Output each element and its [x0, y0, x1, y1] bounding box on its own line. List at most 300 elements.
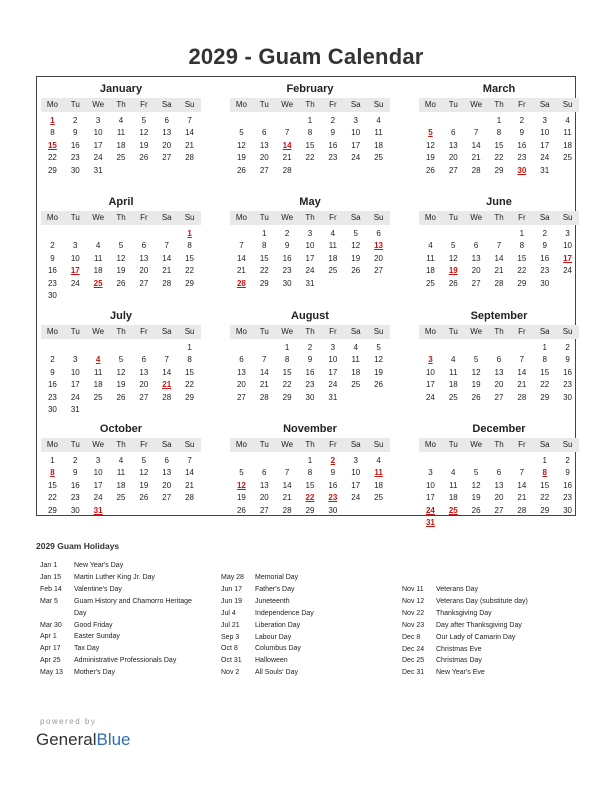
- day-cell[interactable]: 20: [494, 380, 504, 390]
- day-cell[interactable]: 19: [139, 480, 149, 490]
- day-cell[interactable]: 26: [116, 392, 126, 402]
- day-cell[interactable]: 23: [563, 380, 573, 390]
- day-cell[interactable]: 14: [236, 253, 246, 263]
- day-cell[interactable]: 17: [351, 480, 361, 490]
- day-cell[interactable]: 8: [307, 128, 313, 138]
- day-cell[interactable]: 21: [185, 480, 195, 490]
- day-cell[interactable]: 26: [471, 392, 481, 402]
- day-cell[interactable]: 9: [330, 468, 336, 478]
- day-cell[interactable]: 15: [185, 253, 195, 263]
- day-cell[interactable]: 18: [374, 140, 384, 150]
- day-cell[interactable]: 30: [70, 165, 80, 175]
- day-cell[interactable]: 25: [116, 153, 126, 163]
- holiday-day-cell[interactable]: 30: [517, 165, 527, 175]
- day-cell[interactable]: 11: [351, 355, 360, 365]
- day-cell[interactable]: 8: [519, 241, 525, 251]
- day-cell[interactable]: 23: [540, 266, 550, 276]
- day-cell[interactable]: 30: [70, 505, 80, 515]
- holiday-day-cell[interactable]: 2: [330, 456, 336, 465]
- day-cell[interactable]: 30: [540, 278, 550, 288]
- day-cell[interactable]: 22: [47, 493, 57, 503]
- day-cell[interactable]: 18: [351, 367, 361, 377]
- day-cell[interactable]: 14: [517, 480, 527, 490]
- day-cell[interactable]: 13: [139, 253, 149, 263]
- day-cell[interactable]: 9: [73, 128, 78, 138]
- day-cell[interactable]: 20: [162, 140, 172, 150]
- day-cell[interactable]: 19: [471, 493, 481, 503]
- day-cell[interactable]: 26: [116, 278, 126, 288]
- day-cell[interactable]: 17: [328, 367, 338, 377]
- day-cell[interactable]: 28: [471, 165, 481, 175]
- day-cell[interactable]: 28: [162, 392, 172, 402]
- day-cell[interactable]: 25: [425, 278, 435, 288]
- day-cell[interactable]: 22: [540, 493, 550, 503]
- day-cell[interactable]: 4: [451, 468, 456, 478]
- day-cell[interactable]: 27: [236, 392, 246, 402]
- holiday-day-cell[interactable]: 14: [282, 140, 292, 150]
- day-cell[interactable]: 22: [47, 153, 57, 163]
- holiday-day-cell[interactable]: 13: [374, 241, 384, 251]
- day-cell[interactable]: 1: [307, 116, 313, 125]
- day-cell[interactable]: 18: [116, 480, 126, 490]
- day-cell[interactable]: 27: [139, 278, 149, 288]
- day-cell[interactable]: 6: [164, 116, 169, 125]
- day-cell[interactable]: 8: [284, 355, 290, 365]
- day-cell[interactable]: 23: [282, 266, 292, 276]
- day-cell[interactable]: 11: [563, 128, 572, 138]
- day-cell[interactable]: 19: [236, 493, 246, 503]
- day-cell[interactable]: 2: [565, 343, 570, 352]
- day-cell[interactable]: 29: [47, 165, 57, 175]
- day-cell[interactable]: 21: [162, 266, 172, 276]
- holiday-day-cell[interactable]: 1: [50, 116, 55, 125]
- day-cell[interactable]: 30: [47, 404, 57, 414]
- day-cell[interactable]: 23: [305, 380, 315, 390]
- holiday-day-cell[interactable]: 8: [542, 468, 547, 478]
- holiday-day-cell[interactable]: 24: [425, 505, 435, 515]
- day-cell[interactable]: 27: [494, 392, 504, 402]
- day-cell[interactable]: 15: [517, 253, 527, 263]
- day-cell[interactable]: 15: [185, 367, 195, 377]
- day-cell[interactable]: 4: [95, 241, 101, 251]
- day-cell[interactable]: 9: [565, 468, 570, 478]
- day-cell[interactable]: 12: [116, 367, 126, 377]
- day-cell[interactable]: 12: [471, 480, 481, 490]
- day-cell[interactable]: 3: [330, 343, 336, 352]
- day-cell[interactable]: 15: [47, 480, 57, 490]
- day-cell[interactable]: 11: [93, 367, 103, 377]
- day-cell[interactable]: 31: [328, 392, 338, 402]
- day-cell[interactable]: 24: [93, 153, 103, 163]
- day-cell[interactable]: 7: [284, 468, 290, 478]
- day-cell[interactable]: 6: [239, 355, 244, 365]
- day-cell[interactable]: 31: [305, 278, 315, 288]
- day-cell[interactable]: 22: [282, 380, 292, 390]
- day-cell[interactable]: 14: [185, 128, 195, 138]
- holiday-day-cell[interactable]: 11: [374, 468, 383, 478]
- day-cell[interactable]: 18: [93, 266, 103, 276]
- day-cell[interactable]: 11: [449, 480, 458, 490]
- day-cell[interactable]: 5: [473, 355, 479, 365]
- day-cell[interactable]: 28: [259, 392, 269, 402]
- day-cell[interactable]: 8: [262, 241, 267, 251]
- day-cell[interactable]: 26: [236, 505, 246, 515]
- day-cell[interactable]: 13: [448, 140, 458, 150]
- day-cell[interactable]: 17: [93, 480, 103, 490]
- day-cell[interactable]: 5: [239, 468, 244, 478]
- day-cell[interactable]: 10: [305, 241, 315, 251]
- day-cell[interactable]: 6: [262, 468, 267, 478]
- day-cell[interactable]: 10: [93, 128, 103, 138]
- day-cell[interactable]: 4: [118, 116, 124, 125]
- day-cell[interactable]: 4: [118, 456, 124, 465]
- day-cell[interactable]: 5: [451, 241, 456, 251]
- day-cell[interactable]: 7: [164, 355, 169, 365]
- day-cell[interactable]: 22: [494, 153, 504, 163]
- day-cell[interactable]: 9: [519, 128, 525, 138]
- day-cell[interactable]: 7: [187, 116, 192, 125]
- day-cell[interactable]: 24: [70, 392, 80, 402]
- day-cell[interactable]: 2: [565, 456, 570, 465]
- day-cell[interactable]: 9: [73, 468, 78, 478]
- day-cell[interactable]: 5: [141, 456, 147, 465]
- day-cell[interactable]: 21: [236, 266, 246, 276]
- day-cell[interactable]: 13: [139, 367, 149, 377]
- day-cell[interactable]: 29: [540, 505, 550, 515]
- day-cell[interactable]: 1: [542, 343, 547, 352]
- day-cell[interactable]: 17: [425, 493, 435, 503]
- day-cell[interactable]: 15: [259, 253, 269, 263]
- day-cell[interactable]: 12: [139, 128, 149, 138]
- day-cell[interactable]: 15: [494, 140, 504, 150]
- day-cell[interactable]: 13: [162, 468, 172, 478]
- day-cell[interactable]: 23: [563, 493, 573, 503]
- day-cell[interactable]: 2: [519, 116, 525, 125]
- day-cell[interactable]: 4: [330, 229, 336, 238]
- day-cell[interactable]: 19: [374, 367, 384, 377]
- day-cell[interactable]: 30: [282, 278, 292, 288]
- day-cell[interactable]: 17: [305, 253, 315, 263]
- day-cell[interactable]: 1: [496, 116, 502, 125]
- day-cell[interactable]: 22: [540, 380, 550, 390]
- holiday-day-cell[interactable]: 17: [70, 266, 80, 276]
- day-cell[interactable]: 6: [451, 128, 456, 138]
- day-cell[interactable]: 13: [494, 480, 504, 490]
- day-cell[interactable]: 10: [351, 468, 361, 478]
- day-cell[interactable]: 6: [141, 355, 147, 365]
- day-cell[interactable]: 18: [448, 493, 458, 503]
- day-cell[interactable]: 4: [353, 343, 358, 352]
- day-cell[interactable]: 4: [376, 116, 381, 125]
- day-cell[interactable]: 26: [139, 153, 149, 163]
- day-cell[interactable]: 23: [47, 392, 57, 402]
- day-cell[interactable]: 19: [116, 380, 126, 390]
- day-cell[interactable]: 24: [328, 380, 338, 390]
- holiday-day-cell[interactable]: 25: [448, 505, 458, 515]
- day-cell[interactable]: 20: [162, 480, 172, 490]
- day-cell[interactable]: 3: [73, 355, 78, 365]
- day-cell[interactable]: 13: [494, 367, 504, 377]
- day-cell[interactable]: 9: [50, 253, 55, 263]
- day-cell[interactable]: 18: [374, 480, 384, 490]
- day-cell[interactable]: 20: [139, 380, 149, 390]
- day-cell[interactable]: 7: [519, 355, 525, 365]
- day-cell[interactable]: 27: [259, 505, 269, 515]
- day-cell[interactable]: 6: [473, 241, 479, 251]
- day-cell[interactable]: 26: [471, 505, 481, 515]
- day-cell[interactable]: 30: [328, 505, 338, 515]
- day-cell[interactable]: 9: [565, 355, 570, 365]
- day-cell[interactable]: 28: [185, 493, 195, 503]
- day-cell[interactable]: 27: [162, 153, 172, 163]
- day-cell[interactable]: 14: [259, 367, 269, 377]
- day-cell[interactable]: 9: [50, 367, 55, 377]
- day-cell[interactable]: 22: [185, 266, 195, 276]
- day-cell[interactable]: 28: [517, 392, 527, 402]
- day-cell[interactable]: 28: [185, 153, 195, 163]
- holiday-day-cell[interactable]: 23: [328, 493, 338, 503]
- day-cell[interactable]: 28: [282, 165, 292, 175]
- day-cell[interactable]: 15: [282, 367, 292, 377]
- day-cell[interactable]: 5: [118, 241, 124, 251]
- day-cell[interactable]: 29: [185, 392, 195, 402]
- day-cell[interactable]: 25: [116, 493, 126, 503]
- day-cell[interactable]: 3: [307, 229, 313, 238]
- day-cell[interactable]: 16: [47, 266, 57, 276]
- day-cell[interactable]: 25: [374, 153, 384, 163]
- day-cell[interactable]: 29: [185, 278, 195, 288]
- day-cell[interactable]: 21: [517, 493, 527, 503]
- day-cell[interactable]: 2: [73, 456, 78, 465]
- day-cell[interactable]: 21: [282, 153, 292, 163]
- day-cell[interactable]: 3: [542, 116, 547, 125]
- day-cell[interactable]: 11: [116, 128, 126, 138]
- holiday-day-cell[interactable]: 31: [425, 517, 435, 527]
- day-cell[interactable]: 29: [517, 278, 527, 288]
- day-cell[interactable]: 14: [471, 140, 481, 150]
- holiday-day-cell[interactable]: 31: [93, 505, 103, 515]
- day-cell[interactable]: 2: [73, 116, 78, 125]
- day-cell[interactable]: 21: [185, 140, 195, 150]
- day-cell[interactable]: 1: [187, 343, 192, 352]
- day-cell[interactable]: 17: [425, 380, 435, 390]
- day-cell[interactable]: 19: [425, 153, 435, 163]
- day-cell[interactable]: 1: [307, 456, 313, 465]
- day-cell[interactable]: 30: [47, 290, 57, 300]
- day-cell[interactable]: 17: [351, 140, 361, 150]
- day-cell[interactable]: 3: [95, 116, 101, 125]
- day-cell[interactable]: 6: [376, 229, 381, 238]
- holiday-day-cell[interactable]: 5: [428, 128, 433, 138]
- day-cell[interactable]: 25: [374, 493, 384, 503]
- day-cell[interactable]: 16: [282, 253, 292, 263]
- day-cell[interactable]: 20: [139, 266, 149, 276]
- holiday-day-cell[interactable]: 22: [305, 493, 315, 503]
- day-cell[interactable]: 12: [471, 367, 481, 377]
- day-cell[interactable]: 24: [70, 278, 80, 288]
- day-cell[interactable]: 11: [116, 468, 126, 478]
- day-cell[interactable]: 5: [353, 229, 358, 238]
- day-cell[interactable]: 6: [496, 468, 502, 478]
- day-cell[interactable]: 25: [351, 380, 361, 390]
- day-cell[interactable]: 11: [93, 253, 103, 263]
- day-cell[interactable]: 2: [50, 241, 55, 251]
- holiday-day-cell[interactable]: 25: [93, 278, 103, 288]
- day-cell[interactable]: 29: [259, 278, 269, 288]
- day-cell[interactable]: 6: [496, 355, 502, 365]
- day-cell[interactable]: 1: [519, 229, 525, 238]
- day-cell[interactable]: 2: [542, 229, 547, 238]
- day-cell[interactable]: 19: [139, 140, 149, 150]
- day-cell[interactable]: 12: [116, 253, 126, 263]
- day-cell[interactable]: 30: [563, 505, 573, 515]
- day-cell[interactable]: 14: [162, 253, 172, 263]
- day-cell[interactable]: 27: [259, 165, 269, 175]
- day-cell[interactable]: 25: [563, 153, 573, 163]
- day-cell[interactable]: 14: [162, 367, 172, 377]
- day-cell[interactable]: 24: [563, 266, 573, 276]
- day-cell[interactable]: 27: [448, 165, 458, 175]
- day-cell[interactable]: 16: [70, 140, 80, 150]
- day-cell[interactable]: 26: [236, 165, 246, 175]
- day-cell[interactable]: 2: [307, 343, 313, 352]
- day-cell[interactable]: 12: [236, 140, 246, 150]
- day-cell[interactable]: 14: [494, 253, 504, 263]
- day-cell[interactable]: 22: [305, 153, 315, 163]
- day-cell[interactable]: 7: [239, 241, 244, 251]
- day-cell[interactable]: 16: [328, 140, 338, 150]
- holiday-day-cell[interactable]: 21: [162, 380, 172, 390]
- day-cell[interactable]: 22: [185, 380, 195, 390]
- day-cell[interactable]: 16: [70, 480, 80, 490]
- day-cell[interactable]: 14: [185, 468, 195, 478]
- day-cell[interactable]: 16: [328, 480, 338, 490]
- day-cell[interactable]: 15: [305, 140, 315, 150]
- day-cell[interactable]: 21: [282, 493, 292, 503]
- day-cell[interactable]: 12: [425, 140, 435, 150]
- day-cell[interactable]: 9: [307, 355, 313, 365]
- day-cell[interactable]: 22: [517, 266, 527, 276]
- day-cell[interactable]: 19: [351, 253, 361, 263]
- day-cell[interactable]: 7: [284, 128, 290, 138]
- day-cell[interactable]: 19: [116, 266, 126, 276]
- day-cell[interactable]: 11: [328, 241, 337, 251]
- day-cell[interactable]: 13: [236, 367, 246, 377]
- day-cell[interactable]: 10: [70, 253, 80, 263]
- day-cell[interactable]: 30: [305, 392, 315, 402]
- day-cell[interactable]: 28: [517, 505, 527, 515]
- day-cell[interactable]: 8: [187, 241, 192, 251]
- day-cell[interactable]: 8: [542, 355, 547, 365]
- day-cell[interactable]: 13: [259, 480, 269, 490]
- day-cell[interactable]: 21: [517, 380, 527, 390]
- day-cell[interactable]: 16: [563, 367, 573, 377]
- day-cell[interactable]: 17: [540, 140, 550, 150]
- day-cell[interactable]: 19: [236, 153, 246, 163]
- day-cell[interactable]: 18: [116, 140, 126, 150]
- day-cell[interactable]: 2: [50, 355, 55, 365]
- day-cell[interactable]: 29: [282, 392, 292, 402]
- day-cell[interactable]: 18: [93, 380, 103, 390]
- day-cell[interactable]: 24: [93, 493, 103, 503]
- day-cell[interactable]: 21: [494, 266, 504, 276]
- day-cell[interactable]: 10: [425, 367, 435, 377]
- day-cell[interactable]: 15: [305, 480, 315, 490]
- day-cell[interactable]: 24: [540, 153, 550, 163]
- holiday-day-cell[interactable]: 8: [50, 468, 55, 478]
- day-cell[interactable]: 29: [47, 505, 57, 515]
- day-cell[interactable]: 12: [448, 253, 458, 263]
- day-cell[interactable]: 25: [93, 392, 103, 402]
- day-cell[interactable]: 23: [70, 153, 80, 163]
- day-cell[interactable]: 26: [425, 165, 435, 175]
- day-cell[interactable]: 4: [428, 241, 433, 251]
- day-cell[interactable]: 16: [47, 380, 57, 390]
- day-cell[interactable]: 10: [540, 128, 550, 138]
- holiday-day-cell[interactable]: 1: [187, 229, 192, 238]
- day-cell[interactable]: 24: [305, 266, 315, 276]
- day-cell[interactable]: 23: [328, 153, 338, 163]
- day-cell[interactable]: 4: [565, 116, 570, 125]
- day-cell[interactable]: 29: [305, 505, 315, 515]
- day-cell[interactable]: 18: [328, 253, 338, 263]
- day-cell[interactable]: 8: [307, 468, 313, 478]
- day-cell[interactable]: 16: [540, 253, 550, 263]
- day-cell[interactable]: 26: [139, 493, 149, 503]
- day-cell[interactable]: 9: [284, 241, 290, 251]
- day-cell[interactable]: 5: [118, 355, 124, 365]
- day-cell[interactable]: 27: [494, 505, 504, 515]
- day-cell[interactable]: 20: [236, 380, 246, 390]
- holiday-day-cell[interactable]: 4: [95, 355, 101, 365]
- day-cell[interactable]: 10: [351, 128, 361, 138]
- day-cell[interactable]: 23: [517, 153, 527, 163]
- day-cell[interactable]: 20: [259, 493, 269, 503]
- day-cell[interactable]: 1: [50, 456, 55, 465]
- day-cell[interactable]: 8: [187, 355, 192, 365]
- day-cell[interactable]: 8: [496, 128, 502, 138]
- day-cell[interactable]: 10: [563, 241, 573, 251]
- day-cell[interactable]: 23: [70, 493, 80, 503]
- day-cell[interactable]: 5: [141, 116, 147, 125]
- day-cell[interactable]: 20: [448, 153, 458, 163]
- day-cell[interactable]: 10: [328, 355, 338, 365]
- day-cell[interactable]: 28: [162, 278, 172, 288]
- day-cell[interactable]: 26: [351, 266, 361, 276]
- day-cell[interactable]: 21: [471, 153, 481, 163]
- day-cell[interactable]: 15: [540, 367, 550, 377]
- day-cell[interactable]: 7: [519, 468, 525, 478]
- day-cell[interactable]: 22: [259, 266, 269, 276]
- day-cell[interactable]: 3: [428, 468, 433, 478]
- day-cell[interactable]: 3: [565, 229, 570, 238]
- day-cell[interactable]: 14: [517, 367, 527, 377]
- holiday-day-cell[interactable]: 19: [448, 266, 458, 276]
- day-cell[interactable]: 24: [425, 392, 435, 402]
- day-cell[interactable]: 28: [494, 278, 504, 288]
- day-cell[interactable]: 13: [471, 253, 481, 263]
- day-cell[interactable]: 16: [305, 367, 315, 377]
- day-cell[interactable]: 3: [353, 116, 358, 125]
- day-cell[interactable]: 2: [330, 116, 336, 125]
- day-cell[interactable]: 21: [259, 380, 269, 390]
- holiday-day-cell[interactable]: 17: [563, 253, 573, 263]
- day-cell[interactable]: 20: [374, 253, 384, 263]
- holiday-day-cell[interactable]: 3: [428, 355, 433, 365]
- day-cell[interactable]: 29: [540, 392, 550, 402]
- day-cell[interactable]: 4: [376, 456, 381, 465]
- day-cell[interactable]: 18: [425, 266, 435, 276]
